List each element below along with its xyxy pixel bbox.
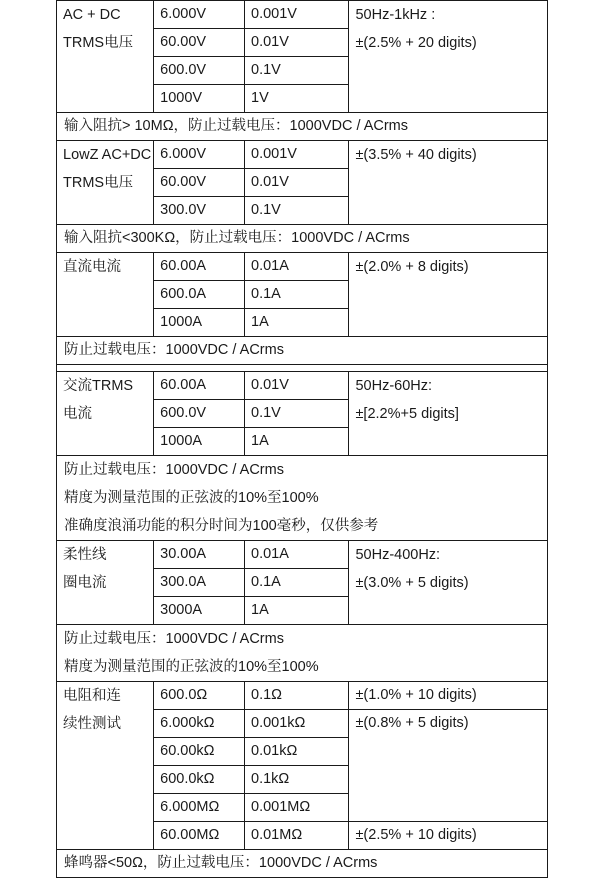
function-label: 柔性线 [63, 547, 107, 563]
table-row [57, 541, 548, 569]
resolution-cell: 0.01MΩ [245, 822, 349, 850]
resolution-cell: 0.01kΩ [245, 738, 349, 766]
table-row [57, 141, 548, 169]
accuracy-label: 50Hz-400Hz: [355, 547, 441, 563]
range-cell: 600.0V [154, 57, 245, 85]
accuracy-cell: ±(1.0% + 10 digits) [349, 682, 548, 710]
range-cell: 60.00V [154, 169, 245, 197]
range-cell: 60.00MΩ [154, 822, 245, 850]
function-cell [57, 372, 154, 456]
range-cell: 1000A [154, 428, 245, 456]
accuracy-cell [349, 141, 548, 225]
function-label: 圈电流 [63, 575, 107, 591]
resolution-cell: 0.01V [245, 372, 349, 400]
accuracy-cell [349, 1, 548, 113]
range-cell: 600.0kΩ [154, 766, 245, 794]
resolution-cell: 0.01V [245, 169, 349, 197]
function-label: 电流 [63, 406, 92, 422]
accuracy-cell: ±(2.5% + 10 digits) [349, 822, 548, 850]
accuracy-label: ±(3.5% + 40 digits) [355, 147, 477, 163]
function-cell [57, 141, 154, 225]
range-cell: 30.00A [154, 541, 245, 569]
function-label: TRMS电压 [63, 175, 134, 191]
accuracy-label: 50Hz-60Hz: [355, 378, 433, 394]
accuracy-label: 50Hz-1kHz : [355, 7, 436, 23]
note-cell: 输入阻抗<300KΩ，防止过载电压：1000VDC / ACrms [57, 225, 548, 253]
resolution-cell: 0.01A [245, 253, 349, 281]
range-cell: 6.000MΩ [154, 794, 245, 822]
resolution-cell: 1V [245, 85, 349, 113]
note-cell: 输入阻抗> 10MΩ，防止过载电压：1000VDC / ACrms [57, 113, 548, 141]
note-row [57, 337, 548, 365]
note-row [57, 625, 548, 682]
note-row [57, 850, 548, 878]
note-row [57, 456, 548, 541]
range-cell: 60.00A [154, 372, 245, 400]
accuracy-cell [349, 372, 548, 456]
note-cell [57, 625, 548, 682]
accuracy-cell: ±(0.8% + 5 digits) [349, 710, 548, 822]
range-cell: 600.0A [154, 281, 245, 309]
note-cell: 防止过载电压：1000VDC / ACrms [57, 337, 548, 365]
function-label: 直流电流 [63, 259, 121, 275]
resolution-cell: 0.1V [245, 197, 349, 225]
range-cell: 1000A [154, 309, 245, 337]
accuracy-label: ±(2.0% + 8 digits) [355, 259, 469, 275]
range-cell: 60.00V [154, 29, 245, 57]
note-line: 精度为测量范围的正弦波的10%至100% [64, 659, 319, 675]
note-row [57, 225, 548, 253]
accuracy-cell [349, 541, 548, 625]
function-cell [57, 1, 154, 113]
function-label: LowZ AC+DC [63, 147, 152, 163]
resolution-cell: 0.1A [245, 569, 349, 597]
range-cell: 6.000V [154, 141, 245, 169]
resolution-cell: 0.001MΩ [245, 794, 349, 822]
function-cell [57, 541, 154, 625]
range-cell: 6.000V [154, 1, 245, 29]
table-row [57, 1, 548, 29]
range-cell: 300.0V [154, 197, 245, 225]
range-cell: 60.00A [154, 253, 245, 281]
resolution-cell: 1A [245, 428, 349, 456]
note-line: 准确度浪涌功能的积分时间为100毫秒，仅供参考 [64, 518, 379, 534]
resolution-cell: 0.01V [245, 29, 349, 57]
function-label: 续性测试 [63, 716, 121, 732]
function-label: 交流TRMS [63, 378, 134, 394]
resolution-cell: 0.1A [245, 281, 349, 309]
function-cell [57, 253, 154, 337]
accuracy-label: ±(2.5% + 20 digits) [355, 35, 477, 51]
table-row [57, 253, 548, 281]
note-line: 防止过载电压：1000VDC / ACrms [64, 462, 284, 478]
resolution-cell: 0.01A [245, 541, 349, 569]
resolution-cell: 0.1kΩ [245, 766, 349, 794]
note-row [57, 113, 548, 141]
function-label: TRMS电压 [63, 35, 134, 51]
accuracy-cell [349, 253, 548, 337]
resolution-cell: 1A [245, 309, 349, 337]
range-cell: 300.0A [154, 569, 245, 597]
function-label: AC + DC [63, 7, 121, 23]
resolution-cell: 0.1V [245, 57, 349, 85]
table-row [57, 682, 548, 710]
note-line: 精度为测量范围的正弦波的10%至100% [64, 490, 319, 506]
note-cell: 蜂鸣器<50Ω，防止过载电压：1000VDC / ACrms [57, 850, 548, 878]
resolution-cell: 0.1V [245, 400, 349, 428]
resolution-cell: 0.001V [245, 141, 349, 169]
spacer-cell [57, 365, 548, 372]
function-cell [57, 682, 154, 850]
resolution-cell: 1A [245, 597, 349, 625]
spacer-row [57, 365, 548, 372]
resolution-cell: 0.001kΩ [245, 710, 349, 738]
range-cell: 6.000kΩ [154, 710, 245, 738]
range-cell: 60.00kΩ [154, 738, 245, 766]
function-label: 电阻和连 [63, 688, 121, 704]
range-cell: 600.0Ω [154, 682, 245, 710]
range-cell: 1000V [154, 85, 245, 113]
range-cell: 3000A [154, 597, 245, 625]
note-line: 防止过载电压：1000VDC / ACrms [64, 631, 284, 647]
note-cell [57, 456, 548, 541]
spec-table [56, 0, 548, 878]
resolution-cell: 0.1Ω [245, 682, 349, 710]
accuracy-label: ±(3.0% + 5 digits) [355, 575, 469, 591]
accuracy-label: ±[2.2%+5 digits] [355, 406, 459, 422]
resolution-cell: 0.001V [245, 1, 349, 29]
table-row [57, 372, 548, 400]
range-cell: 600.0V [154, 400, 245, 428]
